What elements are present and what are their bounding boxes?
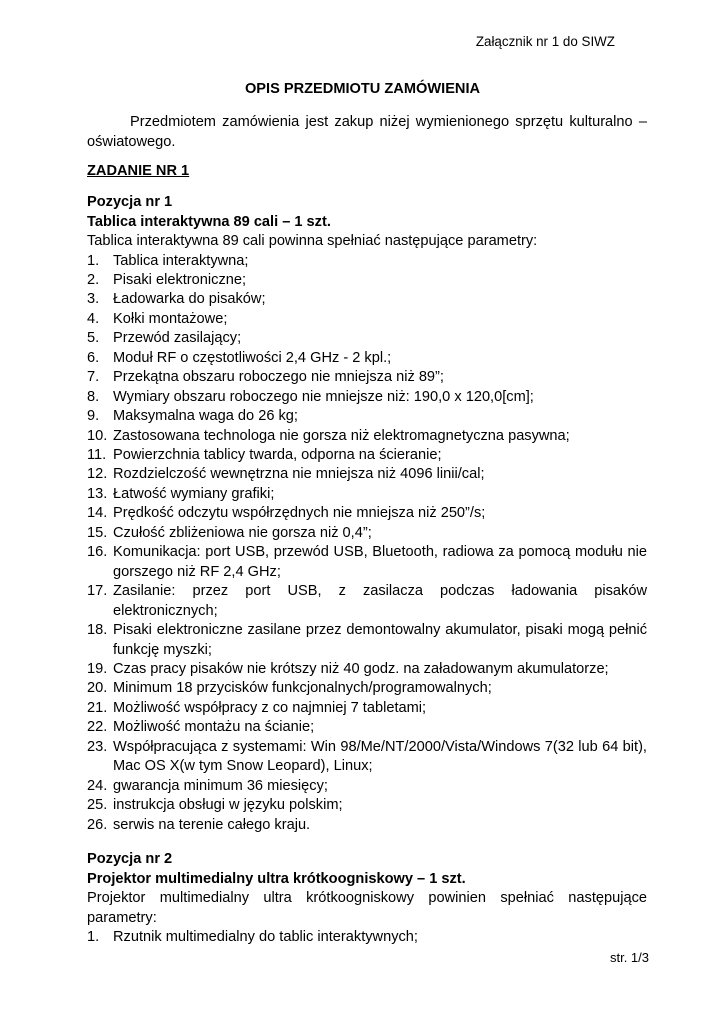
- list-item-text: Zastosowana technologa nie gorsza niż elektromagnetyczna pasywna;: [113, 427, 570, 444]
- list-item-text: Zasilanie: przez port USB, z zasilacza podczas ładowania pisaków elektronicznych;: [113, 583, 647, 619]
- task-heading: ZADANIE NR 1: [87, 163, 190, 179]
- list-item-number: 5.: [87, 330, 100, 347]
- list-item: [87, 465, 647, 484]
- list-item: [87, 738, 647, 777]
- position-1-name: Tablica interaktywna 89 cali – 1 szt.: [87, 213, 331, 230]
- list-item-number: 20.: [87, 680, 108, 697]
- list-item: [87, 718, 647, 737]
- page-number: str. 1/3: [609, 950, 649, 965]
- list-item-number: 12.: [87, 466, 108, 483]
- list-item-number: 1.: [87, 929, 100, 945]
- list-item: [87, 271, 647, 290]
- list-item-number: 16.: [87, 544, 108, 561]
- position-1-list: [87, 252, 647, 836]
- list-item-number: 14.: [87, 505, 108, 522]
- list-item-text: Pisaki elektroniczne;: [113, 271, 247, 288]
- list-item: [87, 699, 647, 718]
- list-item-text: Możliwość współpracy z co najmniej 7 tabletami;: [113, 699, 427, 716]
- list-item-number: 3.: [87, 291, 100, 308]
- list-item-text: Czas pracy pisaków nie krótszy niż 40 godz. na załadowanym akumulatorze;: [113, 661, 609, 678]
- list-item-text: Moduł RF o częstotliwości 2,4 GHz - 2 kpl.;: [113, 349, 392, 366]
- list-item-number: 21.: [87, 699, 108, 716]
- list-item-text: Maksymalna waga do 26 kg;: [113, 408, 298, 425]
- list-item-text: Rzutnik multimedialny do tablic interaktywnych;: [113, 929, 418, 945]
- list-item-number: 7.: [87, 369, 100, 386]
- list-item: [87, 427, 647, 446]
- list-item: [87, 660, 647, 679]
- position-2-name: Projektor multimedialny ultra krótkoogniskowy – 1 szt.: [87, 870, 466, 887]
- position-1-section: [87, 193, 647, 835]
- intro-text: Przedmiotem zamówienia jest zakup niżej wymienionego sprzętu kulturalno – oświatowego.: [87, 114, 647, 150]
- list-item: [87, 582, 647, 621]
- list-item: [87, 446, 647, 465]
- list-item: [87, 679, 647, 698]
- list-item-number: 4.: [87, 310, 100, 327]
- list-item-number: 15.: [87, 524, 108, 541]
- list-item-text: Rozdzielczość wewnętrzna nie mniejsza niż 4096 linii/cal;: [113, 466, 485, 483]
- list-item: [87, 777, 647, 796]
- list-item-text: serwis na terenie całego kraju.: [113, 816, 311, 833]
- list-item-number: 19.: [87, 661, 108, 678]
- list-item: [87, 928, 647, 947]
- list-item-number: 23.: [87, 738, 108, 755]
- list-item-text: Pisaki elektroniczne zasilane przez demontowalny akumulator, pisaki mogą pełnić funkcję myszki;: [113, 622, 647, 658]
- list-item: [87, 329, 647, 348]
- list-item: [87, 543, 647, 582]
- list-item: [87, 407, 647, 426]
- list-item-text: Czułość zbliżeniowa nie gorsza niż 0,4”;: [113, 524, 372, 541]
- list-item-text: Łatwość wymiany grafiki;: [113, 485, 275, 502]
- list-item-text: Przewód zasilający;: [113, 330, 242, 347]
- list-item-text: Ładowarka do pisaków;: [113, 291, 266, 308]
- list-item: [87, 388, 647, 407]
- list-item-number: 26.: [87, 816, 108, 833]
- list-item-text: Przekątna obszaru roboczego nie mniejsza niż 89”;: [113, 369, 444, 386]
- document-title: OPIS PRZEDMIOTU ZAMÓWIENIA: [244, 81, 481, 97]
- list-item-text: Minimum 18 przycisków funkcjonalnych/programowalnych;: [113, 680, 492, 697]
- list-item-text: Tablica interaktywna;: [113, 252, 249, 269]
- list-item-text: gwarancja minimum 36 miesięcy;: [113, 777, 328, 794]
- list-item: [87, 310, 647, 329]
- list-item-number: 9.: [87, 408, 100, 425]
- list-item: [87, 504, 647, 523]
- list-item-number: 8.: [87, 388, 100, 405]
- list-item-number: 22.: [87, 719, 108, 736]
- list-item-number: 25.: [87, 797, 108, 814]
- list-item-number: 6.: [87, 349, 100, 366]
- list-item-text: Powierzchnia tablicy twarda, odporna na ścieranie;: [113, 447, 442, 464]
- position-2-label: Pozycja nr 2: [87, 851, 173, 867]
- list-item: [87, 524, 647, 543]
- list-item-number: 1.: [87, 252, 100, 269]
- position-1-label: Pozycja nr 1: [87, 194, 173, 210]
- list-item: [87, 368, 647, 387]
- list-item: [87, 621, 647, 660]
- list-item-text: Możliwość montażu na ścianie;: [113, 719, 315, 736]
- list-item-number: 24.: [87, 777, 108, 794]
- annex-label: Załącznik nr 1 do SIWZ: [475, 34, 615, 49]
- position-1-lead: Tablica interaktywna 89 cali powinna spełniać następujące parametry:: [87, 233, 538, 249]
- list-item-number: 2.: [87, 271, 100, 288]
- list-item-number: 13.: [87, 485, 108, 502]
- position-2-list: [87, 928, 647, 947]
- intro-paragraph: [87, 113, 647, 152]
- list-item: [87, 796, 647, 815]
- list-item: [87, 252, 647, 271]
- list-item-number: 18.: [87, 622, 108, 639]
- position-2-lead: Projektor multimedialny ultra krótkoogniskowy powinien spełniać następujące parametry:: [87, 890, 647, 926]
- list-item-text: Wymiary obszaru roboczego nie mniejsze niż: 190,0 x 120,0[cm];: [113, 388, 534, 405]
- list-item-text: Komunikacja: port USB, przewód USB, Bluetooth, radiowa za pomocą modułu nie gorszego niż RF 2,4 GHz;: [113, 544, 647, 580]
- list-item-number: 11.: [87, 447, 107, 464]
- list-item-text: instrukcja obsługi w języku polskim;: [113, 797, 343, 814]
- list-item: [87, 816, 647, 835]
- list-item-number: 10.: [87, 427, 108, 444]
- list-item-text: Współpracująca z systemami: Win 98/Me/NT/2000/Vista/Windows 7(32 lub 64 bit), Mac OS X(w tym Snow Leopard), Linux;: [113, 738, 647, 775]
- list-item-number: 17.: [87, 583, 108, 600]
- list-item-text: Kołki montażowe;: [113, 310, 228, 327]
- list-item: [87, 349, 647, 368]
- position-2-section: [87, 850, 647, 947]
- list-item: [87, 290, 647, 309]
- list-item: [87, 485, 647, 504]
- list-item-text: Prędkość odczytu współrzędnych nie mniejsza niż 250”/s;: [113, 505, 486, 522]
